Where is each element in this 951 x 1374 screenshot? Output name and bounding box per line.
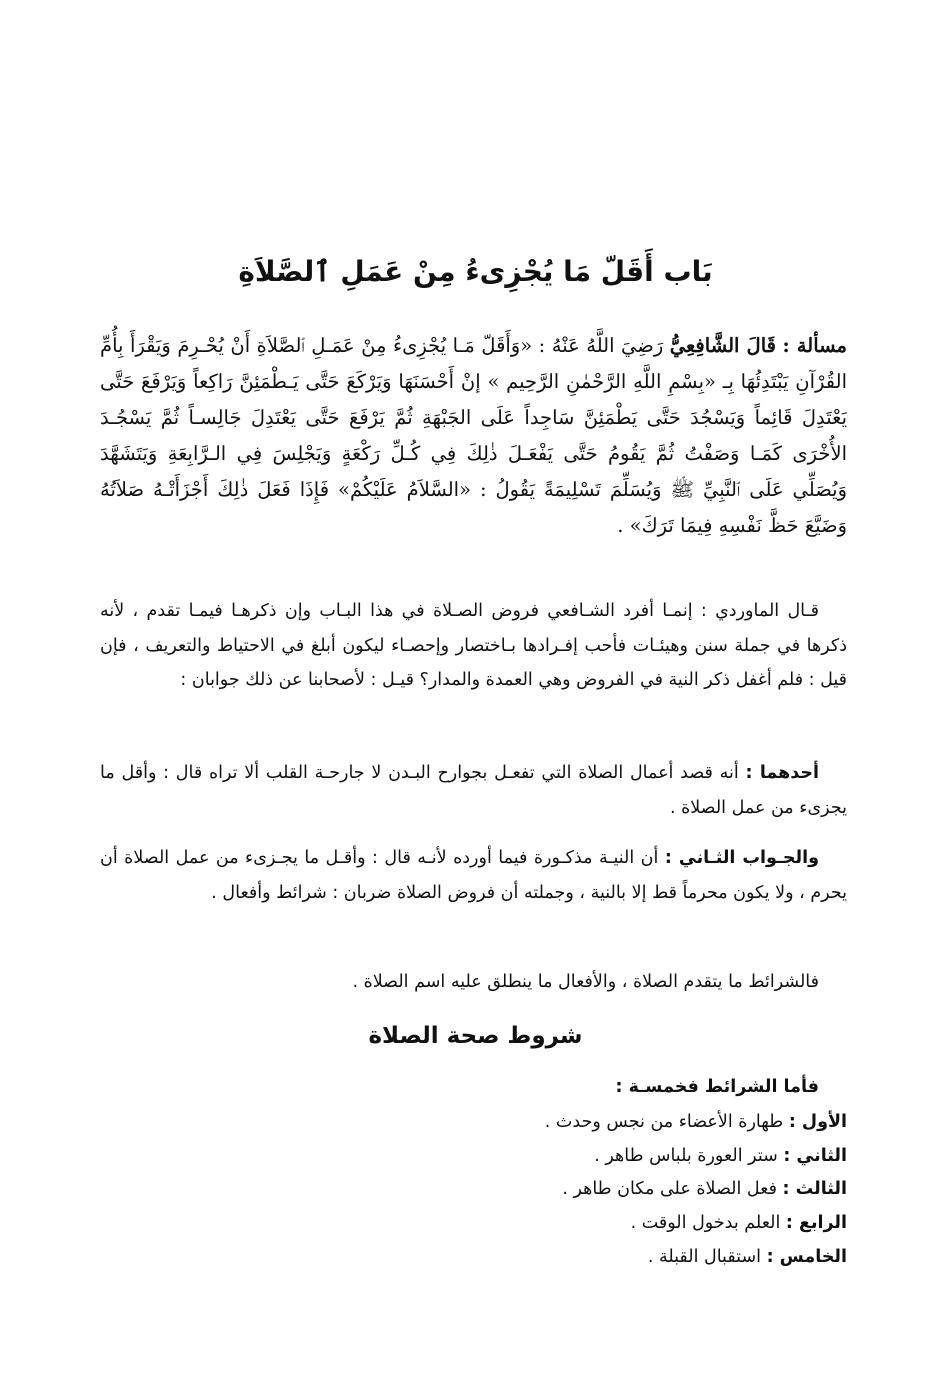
condition-label: الخامس :	[766, 1246, 847, 1267]
condition-label: الرابع :	[785, 1213, 847, 1234]
condition-label: الثالث :	[782, 1179, 847, 1200]
paragraph-label: والجـواب الثـاني :	[664, 848, 819, 868]
list-item	[545, 1106, 847, 1140]
paragraph-text: أنه قصد أعمال الصلاة التي تفعـل بجوارح البـدن لا جارحـة القلب ألا تراه قال : وأقل ما يجزىء من عمل الصلاة .	[100, 763, 847, 818]
masala-speaker: قَالَ الشَّافِعِيُّ	[669, 334, 776, 357]
first-answer-paragraph	[100, 756, 847, 825]
condition-text: فعل الصلاة على مكان طاهر .	[562, 1179, 777, 1200]
paragraph-text: قـال الماوردي : إنمـا أفرد الشـافعي فروض الصـلاة في هذا البـاب وإن ذكرهـا فيمـا تقدم ، لأنه ذكرها في جملة سنن وهيئـات فأحب إفـرادها بـاختصار وإحصـاء ليكون أبلغ في الاحتياط والتعريف ، فإن قيل : فلم أغفل ذكر النية في الفروض وهي العمدة والمدار؟ قيـل : لأصحابنا عن ذلك جوابان :	[100, 601, 847, 690]
condition-label: الأول :	[788, 1112, 847, 1132]
conditions-list	[545, 1106, 847, 1274]
paragraph-text: أن النيـة مذكـورة فيما أورده لأنـه قال : وأقـل ما يجـزىء من عمل الصلاة أن يحرم ، ولا يكون محرماً قط إلا بالنية ، وجملته أن فروض الصلاة ضربان : شرائط وأفعال .	[100, 848, 847, 903]
section-heading: شروط صحة الصلاة	[368, 1023, 583, 1049]
condition-label: الثاني :	[783, 1145, 847, 1166]
conditions-summary-paragraph	[100, 965, 847, 1000]
conditions-intro: فأما الشرائط فخمسـة :	[615, 1077, 819, 1097]
masala-text: رَضِيَ اللَّهُ عَنْهُ : «وَأَقَلّ مَـا يُجْزِىءُ مِنْ عَمَـلِ ٱلصَّلاَةِ أَنْ يُحْـرِمَ وَيَقْرَأَ بِأُمِّ القُرْآنِ يَبْتَدِئُهَا بِـ «بِسْمِ اللَّهِ الرَّحْمٰنِ الرَّحِيم » إنْ أَحْسَنَهَا وَيَرْكَعَ حَتَّى يَـطْمَئِنَّ رَاكِعاً وَيَرْفَعَ حَتَّى يَعْتَدِلَ قَائِماً وَيَسْجُدَ حَتَّى يَطْمَئِنَّ سَاجِداً عَلَى الجَبْهَةِ ثُمَّ يَرْفَعَ حَتَّى يَعْتَدِلَ جَالِسـاً ثُمَّ يَسْجُـدَ الأُخْرَى كَمَـا وَصَفْتُ ثُمَّ يَقُومُ حَتَّى يَفْعَـلَ ذٰلِكَ فِي كُـلِّ رَكْعَةٍ وَيَجْلِسَ فِي الـرَّابِعَةِ وَيَتَشَهَّدَ وَيُصَلِّي عَلَى ٱلنَّبِيِّ ﷺ وَيُسَلِّمَ تَسْلِيمَةً يَقُولُ : «السَّلاَمُ عَلَيْكُمْ» فَإِذَا فَعَلَ ذٰلِكَ أَجْزَأَتْـهُ صَلاَتُهُ وَضَيَّعَ حَظَّ نَفْسِهِ فِيمَا تَرَكَ» .	[100, 334, 847, 537]
chapter-title: بَاب أَقَلّ مَا يُجْزِىءُ مِنْ عَمَلِ ٱلصَّلاَةِ	[238, 255, 713, 288]
condition-text: العلم بدخول الوقت .	[630, 1213, 781, 1234]
masala-paragraph	[100, 328, 847, 544]
second-answer-paragraph	[100, 841, 847, 910]
condition-text: طهارة الأعضاء من نجس وحدث .	[544, 1112, 784, 1132]
condition-text: استقبال القبلة .	[647, 1246, 761, 1267]
commentary-paragraph	[100, 594, 847, 698]
list-item	[545, 1241, 847, 1275]
masala-label: مسألة :	[782, 334, 847, 357]
list-item	[545, 1207, 847, 1241]
list-item	[545, 1140, 847, 1174]
condition-text: ستر العورة بلباس طاهر .	[594, 1145, 778, 1166]
paragraph-label: أحدهما :	[745, 763, 819, 783]
list-item	[545, 1173, 847, 1207]
paragraph-text: فالشرائط ما يتقدم الصلاة ، والأفعال ما ينطلق عليه اسم الصلاة .	[352, 972, 819, 992]
